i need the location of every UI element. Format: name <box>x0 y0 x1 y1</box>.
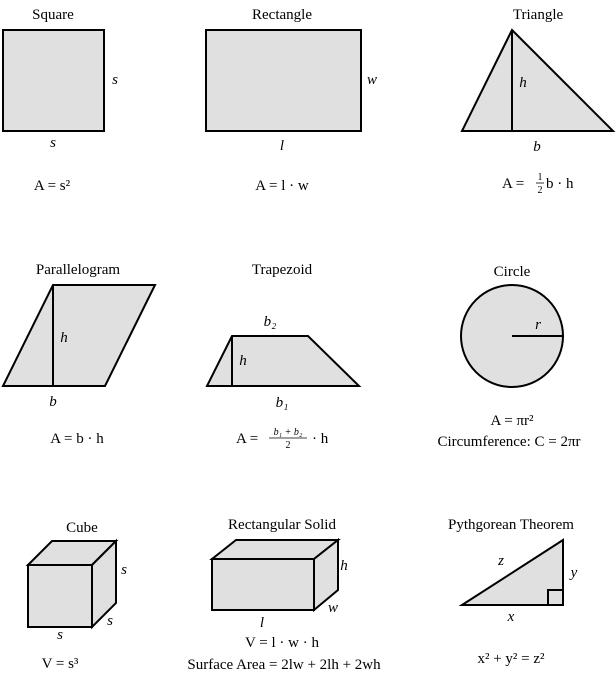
cube-label-depth: s <box>107 613 113 629</box>
cube-label-bottom: s <box>57 627 63 643</box>
pythagorean-label-x: x <box>507 609 515 625</box>
pythagorean-title: Pythgorean Theorem <box>448 517 574 533</box>
circle-title: Circle <box>493 264 531 280</box>
rectangle-title: Rectangle <box>252 7 312 23</box>
rect-solid-volume-formula: V = l · w · h <box>244 635 320 651</box>
rectangle-side-label: w <box>366 72 378 88</box>
parallelogram-shape <box>3 285 155 386</box>
rect-solid-label-w: w <box>327 600 339 616</box>
trapezoid-fraction-numerator: b₁ + b₂ <box>273 427 303 438</box>
triangle-shape <box>462 30 613 131</box>
triangle-height-label: h <box>519 75 527 91</box>
trapezoid-formula-rhs: · h <box>312 431 329 447</box>
triangle-base-label: b <box>533 139 541 155</box>
trapezoid-fraction-denominator: 2 <box>285 440 291 451</box>
triangle-formula-lhs: A = <box>502 176 525 192</box>
rect-solid-label-h: h <box>340 558 348 574</box>
rect-solid-title: Rectangular Solid <box>228 517 336 533</box>
cube-shape <box>28 541 116 627</box>
square-title: Square <box>32 7 74 23</box>
triangle-fraction-numerator: 1 <box>537 172 543 183</box>
trapezoid-top-label: b₂ <box>263 314 277 330</box>
pythagorean-label-z: z <box>498 553 504 569</box>
cube-label-right: s <box>121 562 127 578</box>
circle-circumference-formula: Circumference: C = 2πr <box>437 434 581 450</box>
trapezoid-height-label: h <box>239 353 247 369</box>
pythagorean-formula: x² + y² = z² <box>477 651 545 667</box>
square-side-label: s <box>112 72 118 88</box>
rect-solid-surface-formula: Surface Area = 2lw + 2lh + 2wh <box>187 657 381 673</box>
parallelogram-base-label: b <box>49 394 57 410</box>
square-bottom-label: s <box>50 135 56 151</box>
circle-area-formula: A = πr² <box>490 413 534 429</box>
cube-title: Cube <box>66 520 98 536</box>
trapezoid-title: Trapezoid <box>251 262 313 278</box>
rectangle-shape <box>206 30 361 131</box>
trapezoid-shape <box>207 336 359 386</box>
trapezoid-formula <box>236 427 329 451</box>
rect-solid-label-l: l <box>259 615 265 631</box>
parallelogram-title: Parallelogram <box>35 262 121 278</box>
circle-radius-label: r <box>535 317 541 333</box>
parallelogram-height-label: h <box>60 330 68 346</box>
rectangle-formula: A = l · w <box>255 178 309 194</box>
triangle-fraction-denominator: 2 <box>537 185 543 196</box>
pythagorean-label-y: y <box>570 565 578 581</box>
cube-formula: V = s³ <box>41 656 79 672</box>
triangle-formula <box>502 172 574 196</box>
square-formula: A = s² <box>33 178 71 194</box>
parallelogram-formula: A = b · h <box>50 431 104 447</box>
square-shape <box>3 30 104 131</box>
rect-solid-shape <box>212 540 338 610</box>
trapezoid-formula-lhs: A = <box>236 431 259 447</box>
triangle-title: Triangle <box>512 7 564 23</box>
rect-solid-front-face <box>212 559 314 610</box>
cube-front-face <box>28 565 92 627</box>
rectangle-bottom-label: l <box>279 138 285 154</box>
triangle-formula-rhs: b · h <box>546 176 574 192</box>
trapezoid-bottom-label: b₁ <box>275 395 289 411</box>
